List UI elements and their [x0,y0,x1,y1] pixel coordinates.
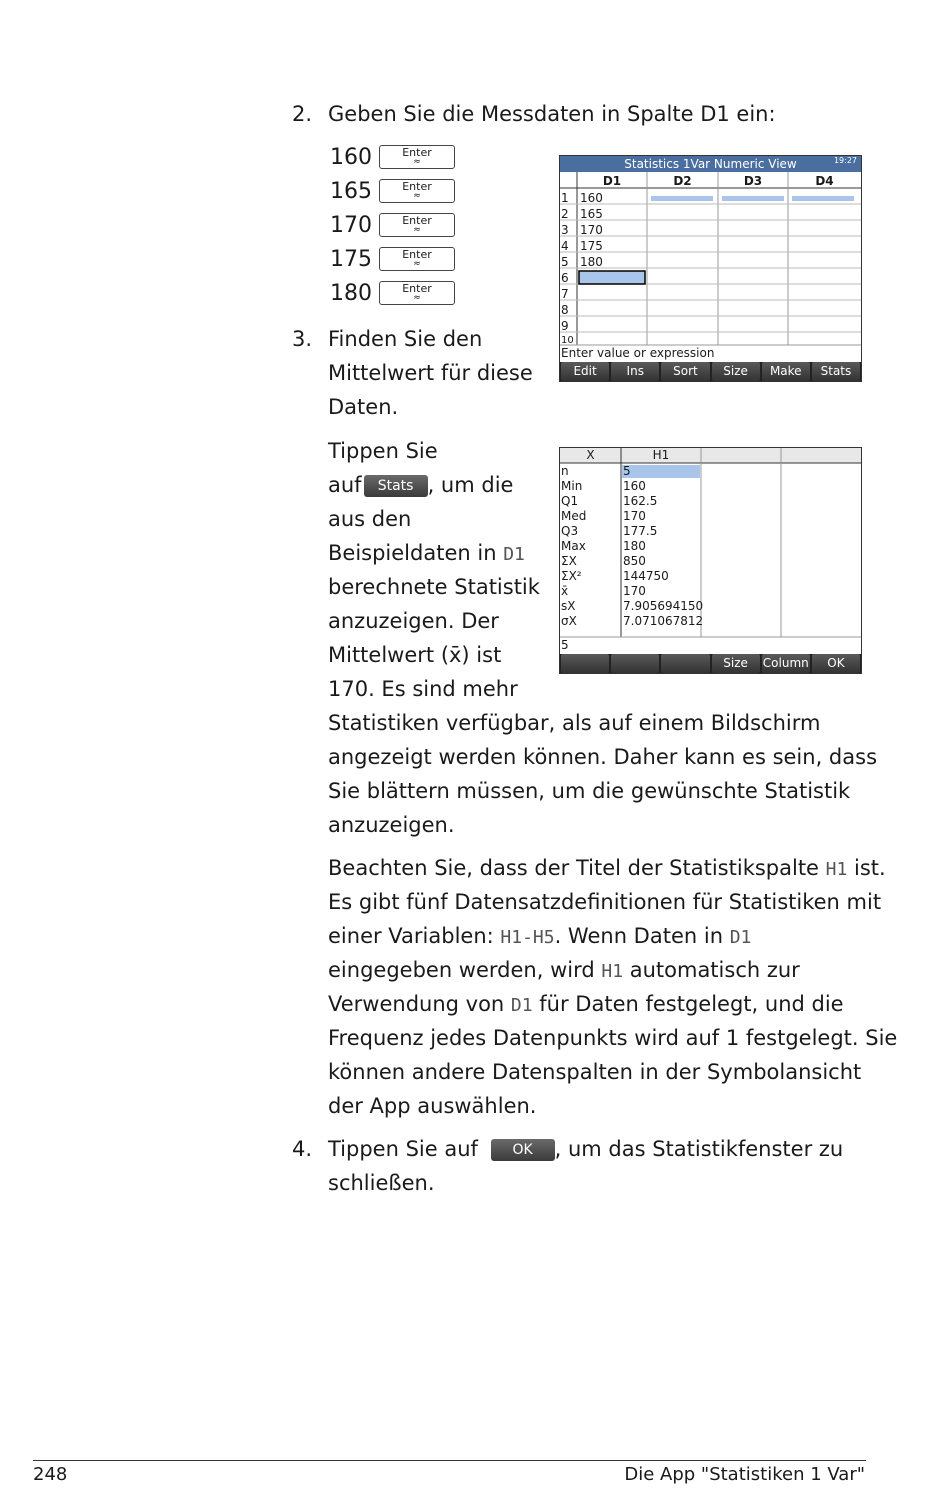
paragraph-line: aus den [328,507,412,531]
size-softkey[interactable]: Size [712,362,760,381]
enter-key: Enter ≈ [379,247,455,271]
column-header-x: X [586,448,595,462]
clock: 19:27 [833,156,857,165]
entry-line: 5 [561,638,569,652]
enter-key: Enter ≈ [379,213,455,237]
ok-softkey[interactable]: OK [812,654,860,673]
stat-label: σX [561,614,577,628]
entry-value: 165 [330,179,372,204]
ok-button-icon: OK [491,1139,555,1161]
paragraph-line: 170. Es sind mehr [328,677,518,701]
stat-value: 177.5 [623,524,658,538]
column-header: D1 [602,174,622,188]
ins-softkey[interactable]: Ins [611,362,659,381]
step-3-line: Finden Sie den [328,327,483,351]
paragraph-line: berechnete Statistik [328,575,540,599]
paragraph-line: Beispieldaten in D1 [328,541,525,565]
entry-value: 170 [330,213,372,238]
stat-value: 5 [623,464,631,478]
paragraph-line: eingegeben werden, wird H1 automatisch zur [328,958,800,982]
stat-value: 7.905694150 [623,599,704,613]
step-3-number: 3. [292,327,313,351]
row-number: 2 [561,207,569,221]
paragraph-line: können andere Datenspalten in der Symbolansicht [328,1060,862,1084]
softkey-bar [560,654,861,673]
make-softkey[interactable]: Make [762,362,810,381]
paragraph-line: Verwendung von D1 für Daten festgelegt, und die [328,992,844,1016]
page-number: 248 [33,1464,68,1485]
stats-button-icon: Stats [364,475,428,497]
d1-cell: 180 [580,255,603,269]
step-3-line: Daten. [328,395,399,419]
stat-value: 170 [623,584,646,598]
stat-label: ΣX² [561,569,582,583]
paragraph-line: Frequenz jedes Datenpunkts wird auf 1 festgelegt. Sie [328,1026,898,1050]
d1-cell: 175 [580,239,603,253]
row-number: 10 [561,335,574,346]
blank-softkey[interactable] [611,654,659,673]
sort-softkey[interactable]: Sort [661,362,709,381]
stat-value: 170 [623,509,646,523]
entry-value: 180 [330,281,372,306]
row-number: 4 [561,239,569,253]
screen-title: Statistics 1Var Numeric View 19:27 [560,156,861,172]
stats-screen [559,447,862,674]
row-number: 3 [561,223,569,237]
row-number: 9 [561,319,569,333]
stat-label: Med [561,509,587,523]
paragraph-line: Es gibt fünf Datensatzdefinitionen für Statistiken mit [328,890,882,914]
stat-label: n [561,464,569,478]
stat-label: ΣX [561,554,577,568]
row-number: 5 [561,255,569,269]
blank-softkey[interactable] [661,654,709,673]
stat-label: Max [561,539,586,553]
stat-label: sX [561,599,576,613]
paragraph-line: Sie blättern müssen, um die gewünschte Statistik [328,779,851,803]
step-2-text: Geben Sie die Messdaten in Spalte D1 ein: [328,102,776,126]
column-header: D4 [815,174,834,188]
stat-value: 160 [623,479,646,493]
stat-label: Min [561,479,583,493]
step-4-line: schließen. [328,1171,435,1195]
stats-softkey[interactable]: Stats [812,362,860,381]
entry-value: 160 [330,145,372,170]
paragraph-line: Mittelwert (x̄) ist [328,643,502,667]
size-softkey[interactable]: Size [712,654,760,673]
stat-label: Q1 [561,494,579,508]
paragraph-line: angezeigt werden können. Daher kann es sein, dass [328,745,878,769]
stat-value: 162.5 [623,494,658,508]
d1-cell: 160 [580,191,603,205]
enter-key: Enter ≈ [379,179,455,203]
chapter-title: Die App "Statistiken 1 Var" [624,1464,865,1485]
stat-value: 180 [623,539,646,553]
blank-softkey[interactable] [561,654,609,673]
stat-label: x̄ [561,584,569,598]
row-number: 8 [561,303,569,317]
d1-cell: 165 [580,207,603,221]
paragraph-line: Statistiken verfügbar, als auf einem Bildschirm [328,711,821,735]
paragraph-line: Beachten Sie, dass der Titel der Statistikspalte H1 ist. [328,856,886,880]
entry-prompt: Enter value or expression [561,346,715,360]
paragraph-line: anzuzeigen. [328,813,455,837]
row-number: 1 [561,191,569,205]
paragraph-line: anzuzeigen. Der [328,609,499,633]
paragraph-line: einer Variablen: H1-H5. Wenn Daten in D1 [328,924,752,948]
softkey-bar [560,362,861,381]
edit-softkey[interactable]: Edit [561,362,609,381]
paragraph-line: auf Stats , um die [328,473,514,497]
paragraph-line: Tippen Sie [328,439,438,463]
stat-label: Q3 [561,524,579,538]
stat-value: 7.071067812 [623,614,704,628]
step-3-line: Mittelwert für diese [328,361,533,385]
stat-value: 144750 [623,569,669,583]
column-softkey[interactable]: Column [762,654,810,673]
grid [560,172,861,362]
step-4-number: 4. [292,1137,313,1161]
step-2-number: 2. [292,102,313,126]
enter-key: Enter ≈ [379,281,455,305]
d1-cell: 170 [580,223,603,237]
step-4-line: Tippen Sie auf OK , um das Statistikfenster zu [328,1137,844,1161]
stats-grid [560,448,861,654]
entry-value: 175 [330,247,372,272]
column-header: D3 [743,174,763,188]
stat-value: 850 [623,554,646,568]
row-number: 7 [561,287,569,301]
column-header-h1: H1 [652,448,670,462]
enter-key: Enter ≈ [379,145,455,169]
column-header: D2 [673,174,692,188]
row-number: 6 [561,271,569,285]
paragraph-line: der App auswählen. [328,1094,537,1118]
numeric-view-screen [559,155,862,382]
